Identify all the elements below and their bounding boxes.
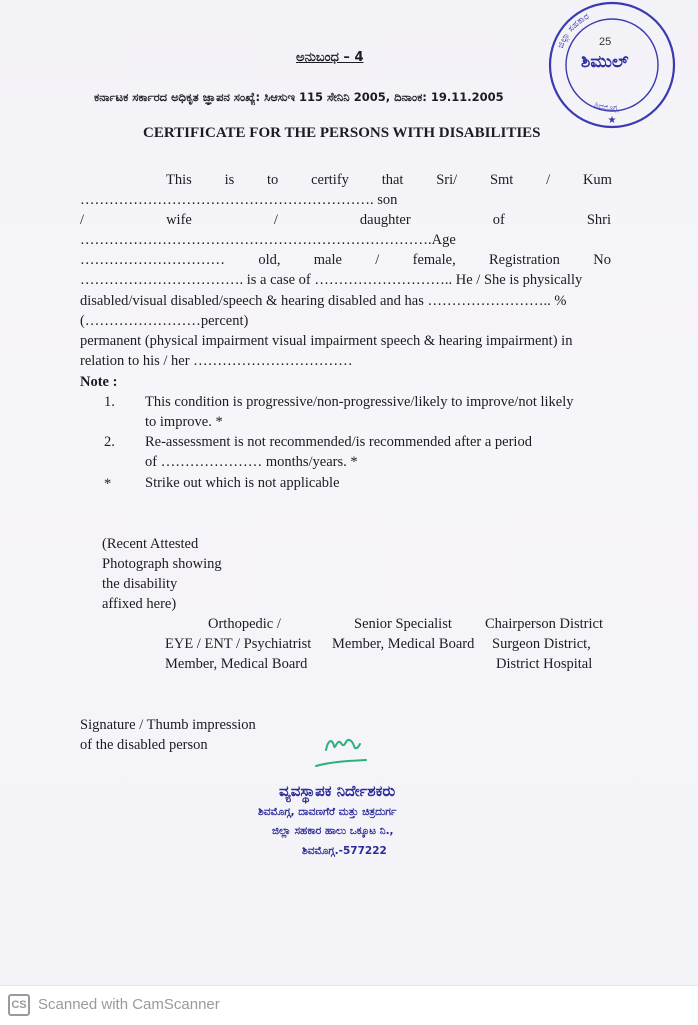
initials-signature <box>312 730 372 776</box>
signatory-1-line-3: Member, Medical Board <box>165 656 308 672</box>
word: is <box>224 172 235 188</box>
word: Sri/ <box>436 172 458 188</box>
word: Smt <box>489 172 514 188</box>
seal-line-4: ಶಿವಮೊಗ್ಗ.-577222 <box>302 845 387 857</box>
note-heading: Note : <box>80 374 118 390</box>
word: / <box>546 172 551 188</box>
note-3-marker: * <box>104 476 112 492</box>
seal-line-2: ಶಿವಮೊಗ್ಗ, ದಾವಣಗೆರೆ ಮತ್ತು ಚಿತ್ರದುರ್ಗ <box>258 806 397 818</box>
note-2-line-1: Re-assessment is not recommended/is recommended after a period <box>145 434 532 450</box>
disabled-signature-line-2: of the disabled person <box>80 737 208 753</box>
body-line-4: ……………………………………………………………….Age <box>80 232 456 248</box>
body-line-6: ……………………………. is a case of ……………………….. He / She is physically <box>80 272 583 288</box>
signatory-2-line-1: Senior Specialist <box>354 616 452 632</box>
note-1-line-1: This condition is progressive/non-progressive/likely to improve/not likely <box>145 394 574 410</box>
note-2-marker: 2. <box>104 434 115 450</box>
word: female, <box>412 252 456 268</box>
body-line-9: permanent (physical impairment visual impairment speech & hearing impairment) in <box>80 333 573 349</box>
stamp-star: ★ <box>607 115 617 126</box>
signatory-1-line-2: EYE / ENT / Psychiatrist <box>165 636 312 652</box>
seal-line-1: ವ್ಯವಸ್ಥಾಪಕ ನಿರ್ದೇಶಕರು <box>279 782 396 800</box>
word: of <box>492 212 505 228</box>
body-line-5 <box>80 252 611 269</box>
word: male <box>313 252 342 268</box>
body-line-1 <box>166 172 612 189</box>
government-notification: ಕರ್ನಾಟಕ ಸರ್ಕಾರದ ಅಧಿಕೃತ ಜ್ಞಾಪನ ಸಂಖ್ಯೆ: ಸಿಆಸುಇ 115 ಸೇನಿನಿ 2005, ದಿನಾಂಕ: 19.11.2005 <box>94 90 504 104</box>
stamp-name: ಶಿಮುಲ್ <box>581 52 629 72</box>
signatory-3-line-2: Surgeon District, <box>492 636 591 652</box>
photo-box-line-2: Photograph showing <box>102 556 222 572</box>
office-round-stamp <box>543 0 681 134</box>
annex-heading: ಅನುಬಂಧ – 4 <box>296 50 364 65</box>
body-line-10: relation to his / her …………………………… <box>80 353 353 369</box>
word: Shri <box>586 212 611 228</box>
scanner-footer <box>0 985 698 1025</box>
note-1-marker: 1. <box>104 394 115 410</box>
word: / <box>80 212 85 228</box>
signatory-3-line-3: District Hospital <box>496 656 593 672</box>
stamp-ring-bottom-text: ಶಿವಮೊಗ್ಗ <box>593 100 619 113</box>
word: old, <box>258 252 281 268</box>
photo-box-line-3: the disability <box>102 576 178 592</box>
photo-box-line-4: affixed here) <box>102 596 177 612</box>
camscanner-watermark-text: Scanned with CamScanner <box>38 996 220 1013</box>
word: ………………………… <box>80 252 225 268</box>
body-line-2: ……………………………………………………. son <box>80 192 398 208</box>
word: wife <box>166 212 192 228</box>
body-line-3 <box>80 212 611 229</box>
word: No <box>593 252 611 268</box>
photo-box-line-1: (Recent Attested <box>102 536 199 552</box>
word: Registration <box>489 252 560 268</box>
seal-line-3: ಜಿಲ್ಲಾ ಸಹಕಾರ ಹಾಲು ಒಕ್ಕೂಟ ನಿ., <box>272 825 394 837</box>
word: to <box>267 172 279 188</box>
signatory-3-line-1: Chairperson District <box>485 616 603 632</box>
stamp-number: 25 <box>599 36 612 48</box>
disabled-signature-line-1: Signature / Thumb impression <box>80 717 256 733</box>
word: Kum <box>582 172 612 188</box>
signatory-1-line-1: Orthopedic / <box>208 616 281 632</box>
camscanner-logo-icon: CS <box>8 994 30 1016</box>
note-1-line-2: to improve. * <box>145 414 223 430</box>
note-2-line-2: of ………………… months/years. * <box>145 454 358 470</box>
word: This <box>166 172 192 188</box>
word: certify <box>311 172 349 188</box>
note-3-line-1: Strike out which is not applicable <box>145 475 340 491</box>
signatory-2-line-2: Member, Medical Board <box>332 636 475 652</box>
body-line-7: disabled/visual disabled/speech & hearing disabled and has …………………….. % <box>80 293 567 309</box>
certificate-title: CERTIFICATE FOR THE PERSONS WITH DISABILITIES <box>143 125 541 141</box>
word: daughter <box>359 212 411 228</box>
body-line-8: (……………………percent) <box>80 313 249 329</box>
word: that <box>381 172 404 188</box>
word: / <box>375 252 380 268</box>
stamp-ring-top-text: ಜಿಲ್ಲಾ ಸಹಕಾರ <box>555 11 591 50</box>
word: / <box>273 212 278 228</box>
